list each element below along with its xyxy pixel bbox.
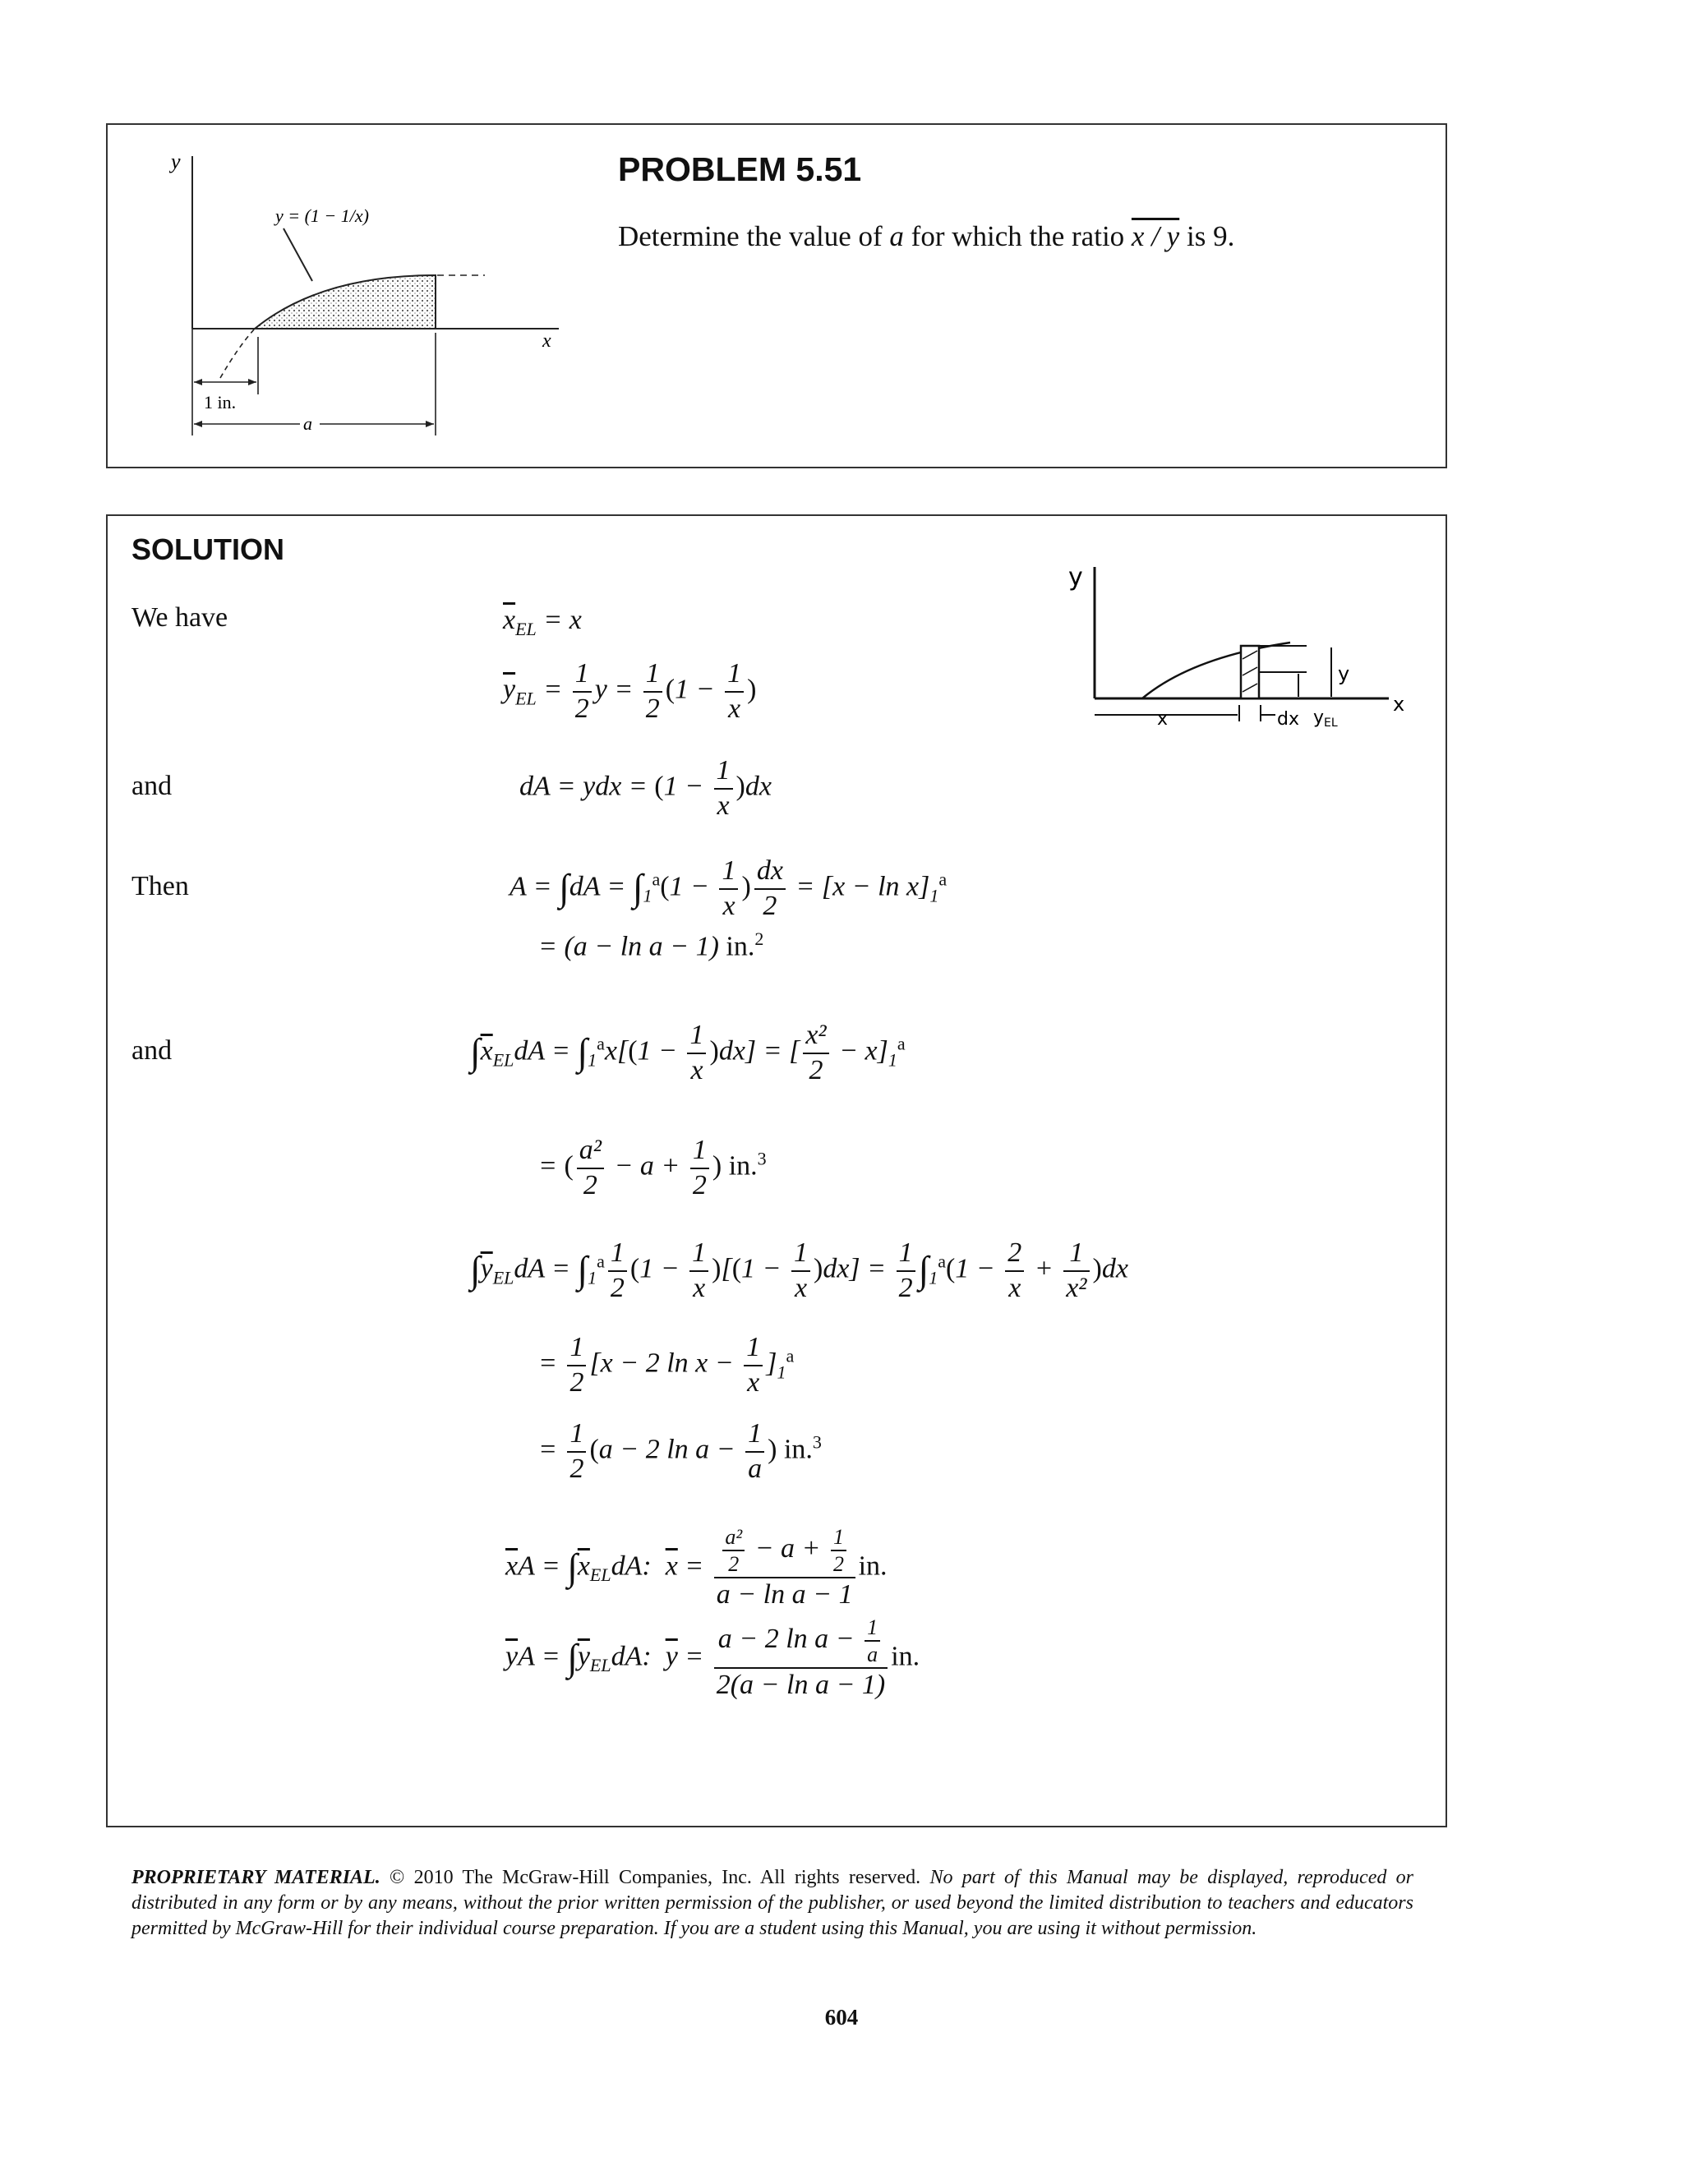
eq-moment-x: $\int\overline{x}_{EL}dA = \int_1^ax[(1$ − $\frac{1}{x}$ )dx] = [ $\frac{\text{x²}}{2}$ − $x]_1^a$: [470, 1020, 906, 1085]
figure-y-axis-label: y: [171, 150, 181, 173]
eq-moment-x-result: = ( $\frac{\text{a²}}{2}$ − a + $\frac{1}{2}$ ) in.$^3$: [538, 1135, 767, 1200]
curve-dashed-extension: [220, 329, 255, 378]
eq-area-result: = (a − ln a − 1) in.$^2$: [538, 928, 764, 962]
problem-title: PROBLEM 5.51: [618, 150, 862, 188]
dim-1in-label: 1 in.: [204, 392, 237, 412]
solution-heading: SOLUTION: [131, 532, 284, 566]
page-number: 604: [824, 2005, 859, 2030]
eq-da: dA = ydx = (1 − $\frac{1}{x}$ )dx: [519, 755, 772, 821]
statement-var: a: [889, 220, 904, 252]
statement-ratio: x / y: [1131, 220, 1180, 252]
statement-post: is 9.: [1186, 220, 1235, 252]
sketch-y-dim-label: y: [1338, 662, 1350, 685]
label-and-1: and: [131, 771, 173, 801]
eq-y-el: $\overline{y}_{EL}$ = $\frac{1}{2}$ y = $\frac{1}{2}$ (1 − $\frac{1}{x}$ ): [503, 658, 757, 724]
statement-pre: Determine the value of: [618, 220, 883, 252]
figure-x-axis-label: x: [542, 330, 551, 352]
eq-moment-y: $\int\overline{y}_{EL}dA = \int_1^a$ $\frac{1}{2}$ (1 − $\frac{1}{x}$ )[(1 − $\frac{1}{x}$ )dx] = $\frac{1}{2}$ $\int_1^a(1$ − $\frac{2}{x}$ + $\frac{1}{\text{x²}}$ )dx: [470, 1237, 1128, 1303]
sketch-yel-label: yEL: [1313, 707, 1338, 730]
curve-label-leader: [284, 228, 312, 281]
problem-statement: [618, 220, 1234, 253]
copyright-footer: [131, 1865, 1413, 1942]
footer-notice: No part of this Manual may be displayed, reproduced or distributed in any form or by any means, without the prior written permission of the publisher, or used beyond the limited distribution to teachers and educators permitted by McGraw-Hill for their individual course preparation. If you are a student using this Manual, you are using it without permission.: [131, 1867, 1413, 1939]
sketch-y-label: y: [1068, 563, 1083, 592]
label-we-have: We have: [131, 602, 228, 633]
statement-mid: for which the ratio: [911, 220, 1125, 252]
curve-label: y = (1 − 1/x): [275, 205, 369, 226]
eq-x-el: $\overline{x}_{EL} = x$: [503, 605, 582, 639]
sketch-dx-label: dx: [1277, 709, 1299, 730]
eq-area-integral: $A = \int dA = \int_1^a(1$ − $\frac{1}{x}$ ) $\frac{dx}{2}$ = $[x - \ln x]_1^a$: [510, 855, 948, 921]
footer-bold-label: PROPRIETARY MATERIAL.: [131, 1867, 380, 1888]
label-and-2: and: [131, 1035, 173, 1066]
eq-x-bar: $\overline{x}A = \int\overline{x}_{EL}dA$: $\overline{x}$ = $\frac{\text{a²}}{2}$ − a + $\frac{1}{2}$ a − ln a − 1 in.: [505, 1525, 888, 1610]
eq-y-bar: $\overline{y}A = \int\overline{y}_{EL}dA$: $\overline{y}$ = a − 2 ln a − $\frac{1}{a}$ 2(a − ln a − 1) in.: [505, 1615, 920, 1701]
label-then: Then: [131, 871, 189, 901]
sketch-x-label: x: [1393, 693, 1405, 716]
problem-figure: [115, 131, 559, 460]
footer-copyright: © 2010 The McGraw-Hill Companies, Inc. All rights reserved.: [390, 1867, 921, 1888]
sketch-x-dim-label: x: [1157, 709, 1169, 730]
eq-moment-y-result: = $\frac{1}{2}$ (a − 2 ln a − $\frac{1}{a}$ ) in.$^3$: [538, 1418, 822, 1484]
dim-a-label: a: [303, 413, 312, 434]
eq-moment-y-step: = $\frac{1}{2}$ [x − 2 ln x − $\frac{1}{x}$ ]$_1^a$: [538, 1332, 795, 1398]
sketch-curve: [1142, 643, 1290, 698]
sketch-strip: [1241, 646, 1259, 698]
shaded-area: [255, 275, 436, 329]
solution-sketch: [1060, 551, 1422, 756]
